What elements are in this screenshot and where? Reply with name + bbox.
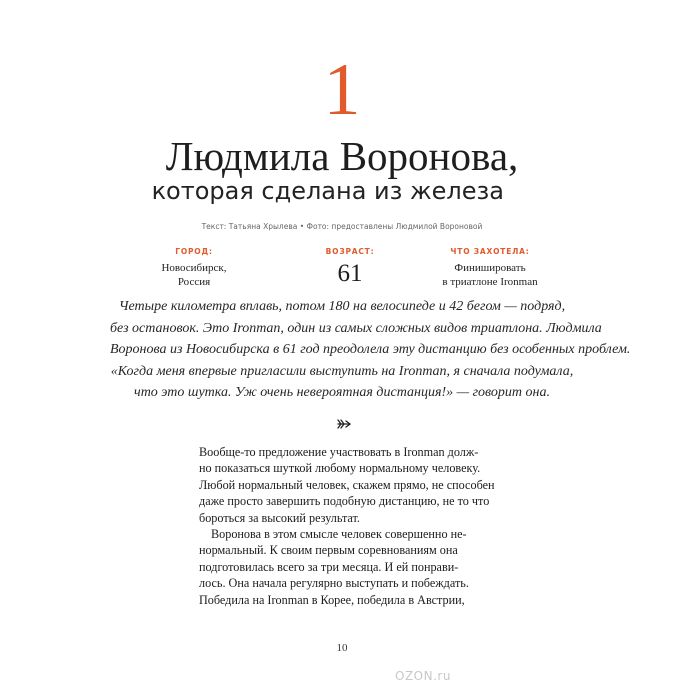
page-subtitle: которая сделана из железа bbox=[151, 177, 504, 205]
lead-line: что это шутка. Уж очень невероятная дистанция!» — говорит она. bbox=[134, 385, 550, 400]
page-number: 10 bbox=[336, 642, 348, 654]
fact-city bbox=[124, 247, 264, 289]
lead-line: Воронова из Новосибирска в 61 год преодолела эту дистанцию без особенных проблем. bbox=[110, 342, 631, 357]
body-line: Вообще-то предложение участвовать в Ironman долж- bbox=[199, 445, 479, 459]
fact-goal-value-line-2: в триатлоне Ironman bbox=[442, 276, 538, 288]
arrow-fletching-icon bbox=[337, 419, 351, 429]
credits-line: Текст: Татьяна Хрылева • Фото: предоставлены Людмилой Вороновой bbox=[201, 222, 483, 231]
fact-goal bbox=[420, 247, 560, 289]
body-line: подготовилась всего за три месяца. И ей понрави- bbox=[199, 559, 459, 574]
fact-age-value: 61 bbox=[337, 260, 363, 287]
body-line: Любой нормальный человек, скажем прямо, не способен bbox=[199, 477, 495, 492]
fact-goal-label: ЧТО ЗАХОТЕЛА: bbox=[450, 247, 530, 256]
fact-city-value-line-1: Новосибирск, bbox=[161, 262, 227, 274]
body-text bbox=[199, 444, 499, 608]
body-line: лось. Она начала регулярно выступать и побеждать. bbox=[199, 576, 469, 591]
body-line: бороться за высокий результат. bbox=[199, 510, 360, 525]
fact-goal-value-line-1: Финишировать bbox=[454, 262, 526, 274]
lead-line: «Когда меня впервые пригласили выступить на Ironman, я сначала подумала, bbox=[110, 363, 574, 379]
page-title: Людмила Воронова, bbox=[165, 133, 519, 179]
fact-city-value-line-2: Россия bbox=[177, 276, 211, 288]
fact-age bbox=[280, 247, 420, 287]
lead-paragraph bbox=[110, 296, 631, 404]
fact-age-label: ВОЗРАСТ: bbox=[325, 247, 375, 256]
lead-line: Четыре километра вплавь, потом 180 на велосипеде и 42 бегом — подряд, bbox=[118, 299, 566, 314]
fact-city-label: ГОРОД: bbox=[175, 247, 213, 256]
body-line: Воронова в этом смысле человек совершенно не- bbox=[211, 527, 467, 542]
watermark: OZON.ru bbox=[395, 669, 451, 683]
body-line: нормальный. К своим первым соревнованиям она bbox=[199, 543, 458, 558]
body-line: Победила на Ironman в Корее, победила в Австрии, bbox=[199, 592, 465, 607]
chapter-number: 1 bbox=[323, 49, 361, 131]
body-line: даже просто завершить подобную дистанцию, не то что bbox=[199, 494, 490, 509]
body-line: но показаться шуткой любому нормальному человеку. bbox=[199, 461, 481, 476]
lead-line: без остановок. Это Ironman, один из самых сложных видов триатлона. Людмила bbox=[110, 320, 602, 336]
